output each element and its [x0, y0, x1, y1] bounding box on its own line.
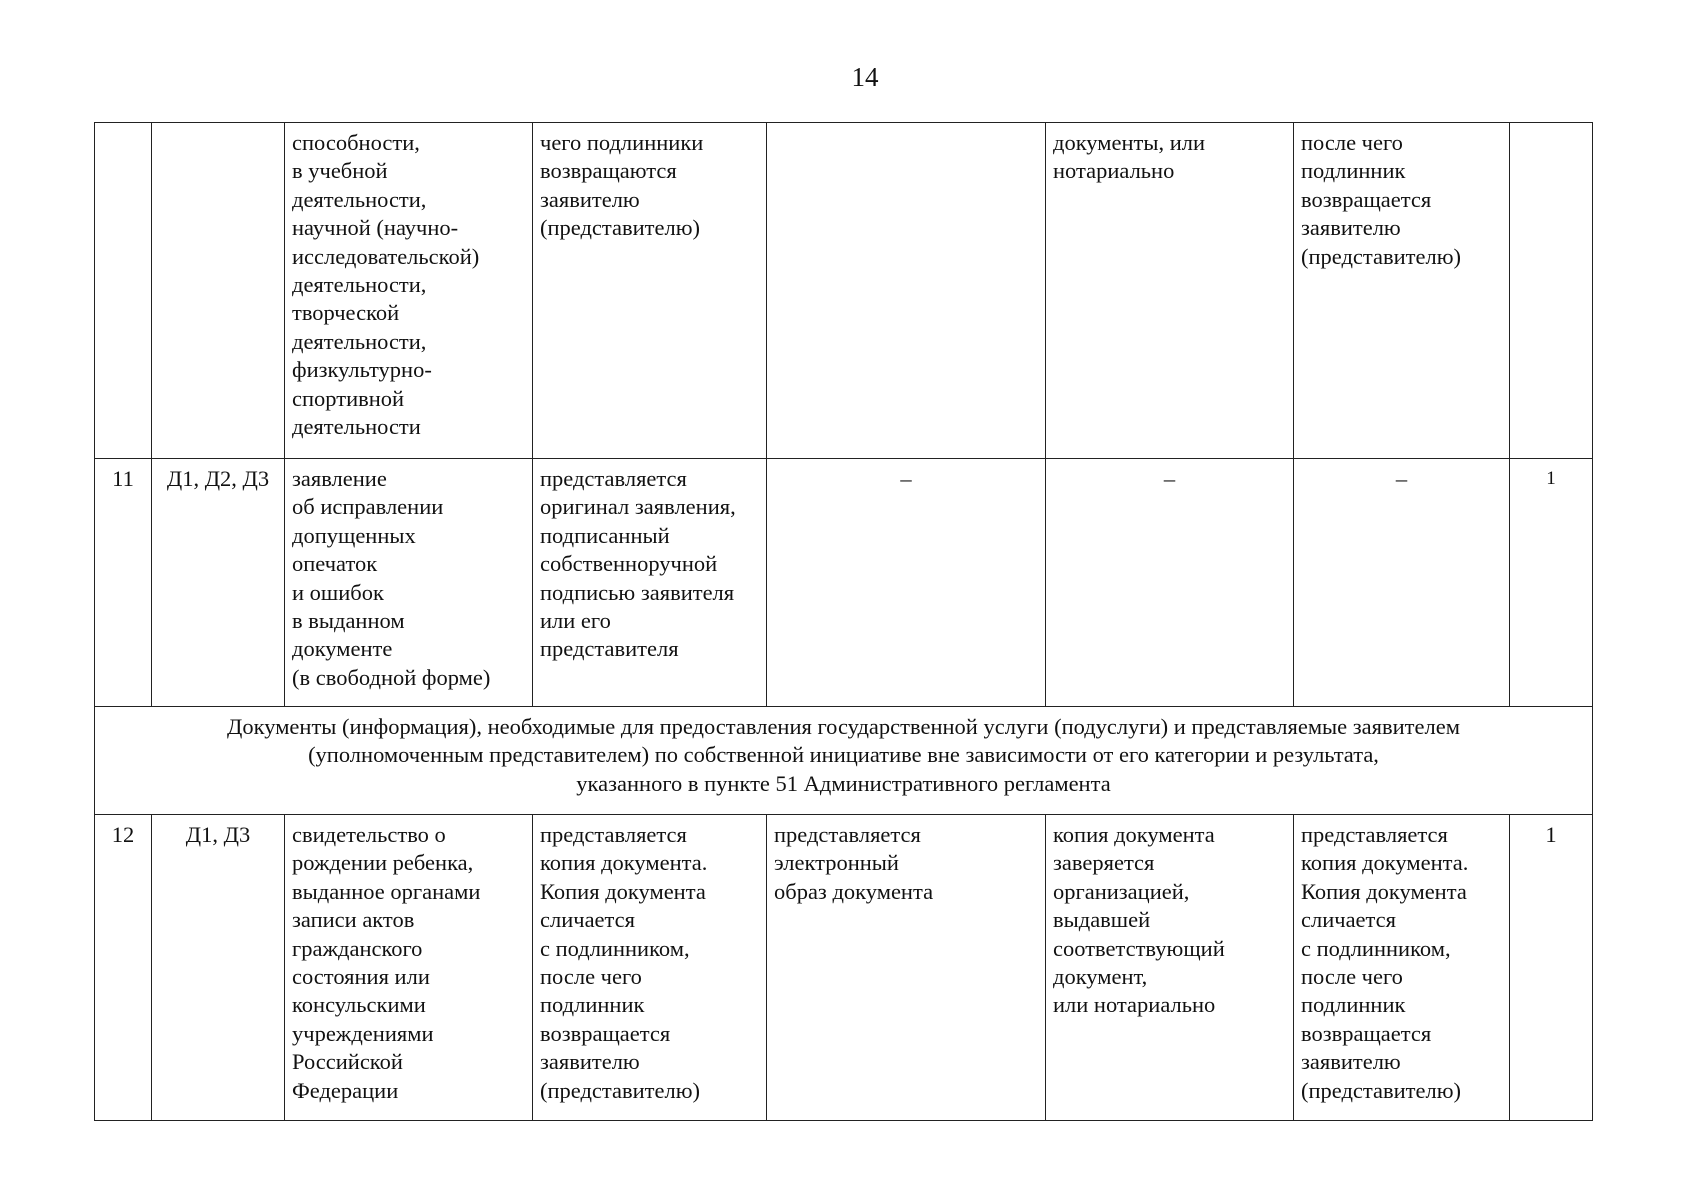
in-person-submission: чего подлинники возвращаются заявителю (представителю) [533, 123, 767, 459]
applicant-categories: Д1, Д3 [152, 815, 285, 1121]
table-row [95, 815, 1593, 1121]
postal-submission: документы, или нотариально [1046, 123, 1294, 459]
document-name: заявление об исправлении допущенных опечаток и ошибок в выданном документе (в свободной форме) [285, 459, 533, 707]
postal-submission: – [1046, 459, 1294, 707]
row-number: 12 [95, 815, 152, 1121]
document-name: способности, в учебной деятельности, научной (научно- исследовательской) деятельности, творческой деятельности, физкультурно- спортивной деятельности [285, 123, 533, 459]
postal-submission: копия документа заверяется организацией, выдавшей соответствующий документ, или нотариально [1046, 815, 1294, 1121]
electronic-submission: – [767, 459, 1046, 707]
applicant-categories: Д1, Д2, Д3 [152, 459, 285, 707]
mfc-submission: после чего подлинник возвращается заявителю (представителю) [1294, 123, 1510, 459]
document-name: свидетельство о рождении ребенка, выданное органами записи актов гражданского состояния или консульскими учреждениями Российской Федерации [285, 815, 533, 1121]
documents-table [94, 122, 1593, 1121]
row-number [95, 123, 152, 459]
section-row [95, 707, 1593, 815]
mfc-submission: – [1294, 459, 1510, 707]
document-count: 1 [1510, 459, 1593, 707]
table-row [95, 123, 1593, 459]
mfc-submission: представляется копия документа. Копия документа сличается с подлинником, после чего подлинник возвращается заявителю (представителю) [1294, 815, 1510, 1121]
table-row [95, 459, 1593, 707]
applicant-categories [152, 123, 285, 459]
in-person-submission: представляется оригинал заявления, подписанный собственноручной подписью заявителя или его представителя [533, 459, 767, 707]
page-number: 14 [851, 62, 879, 92]
document-count: 1 [1510, 815, 1593, 1121]
document-count [1510, 123, 1593, 459]
row-number: 11 [95, 459, 152, 707]
section-header: Документы (информация), необходимые для предоставления государственной услуги (подуслуги) и представляемые заявителем (уполномоченным представителем) по собственной инициативе вне зависимости от его категории и результата, указанного в пункте 51 Административного регламента [95, 707, 1593, 815]
electronic-submission [767, 123, 1046, 459]
electronic-submission: представляется электронный образ документа [767, 815, 1046, 1121]
in-person-submission: представляется копия документа. Копия документа сличается с подлинником, после чего подлинник возвращается заявителю (представителю) [533, 815, 767, 1121]
